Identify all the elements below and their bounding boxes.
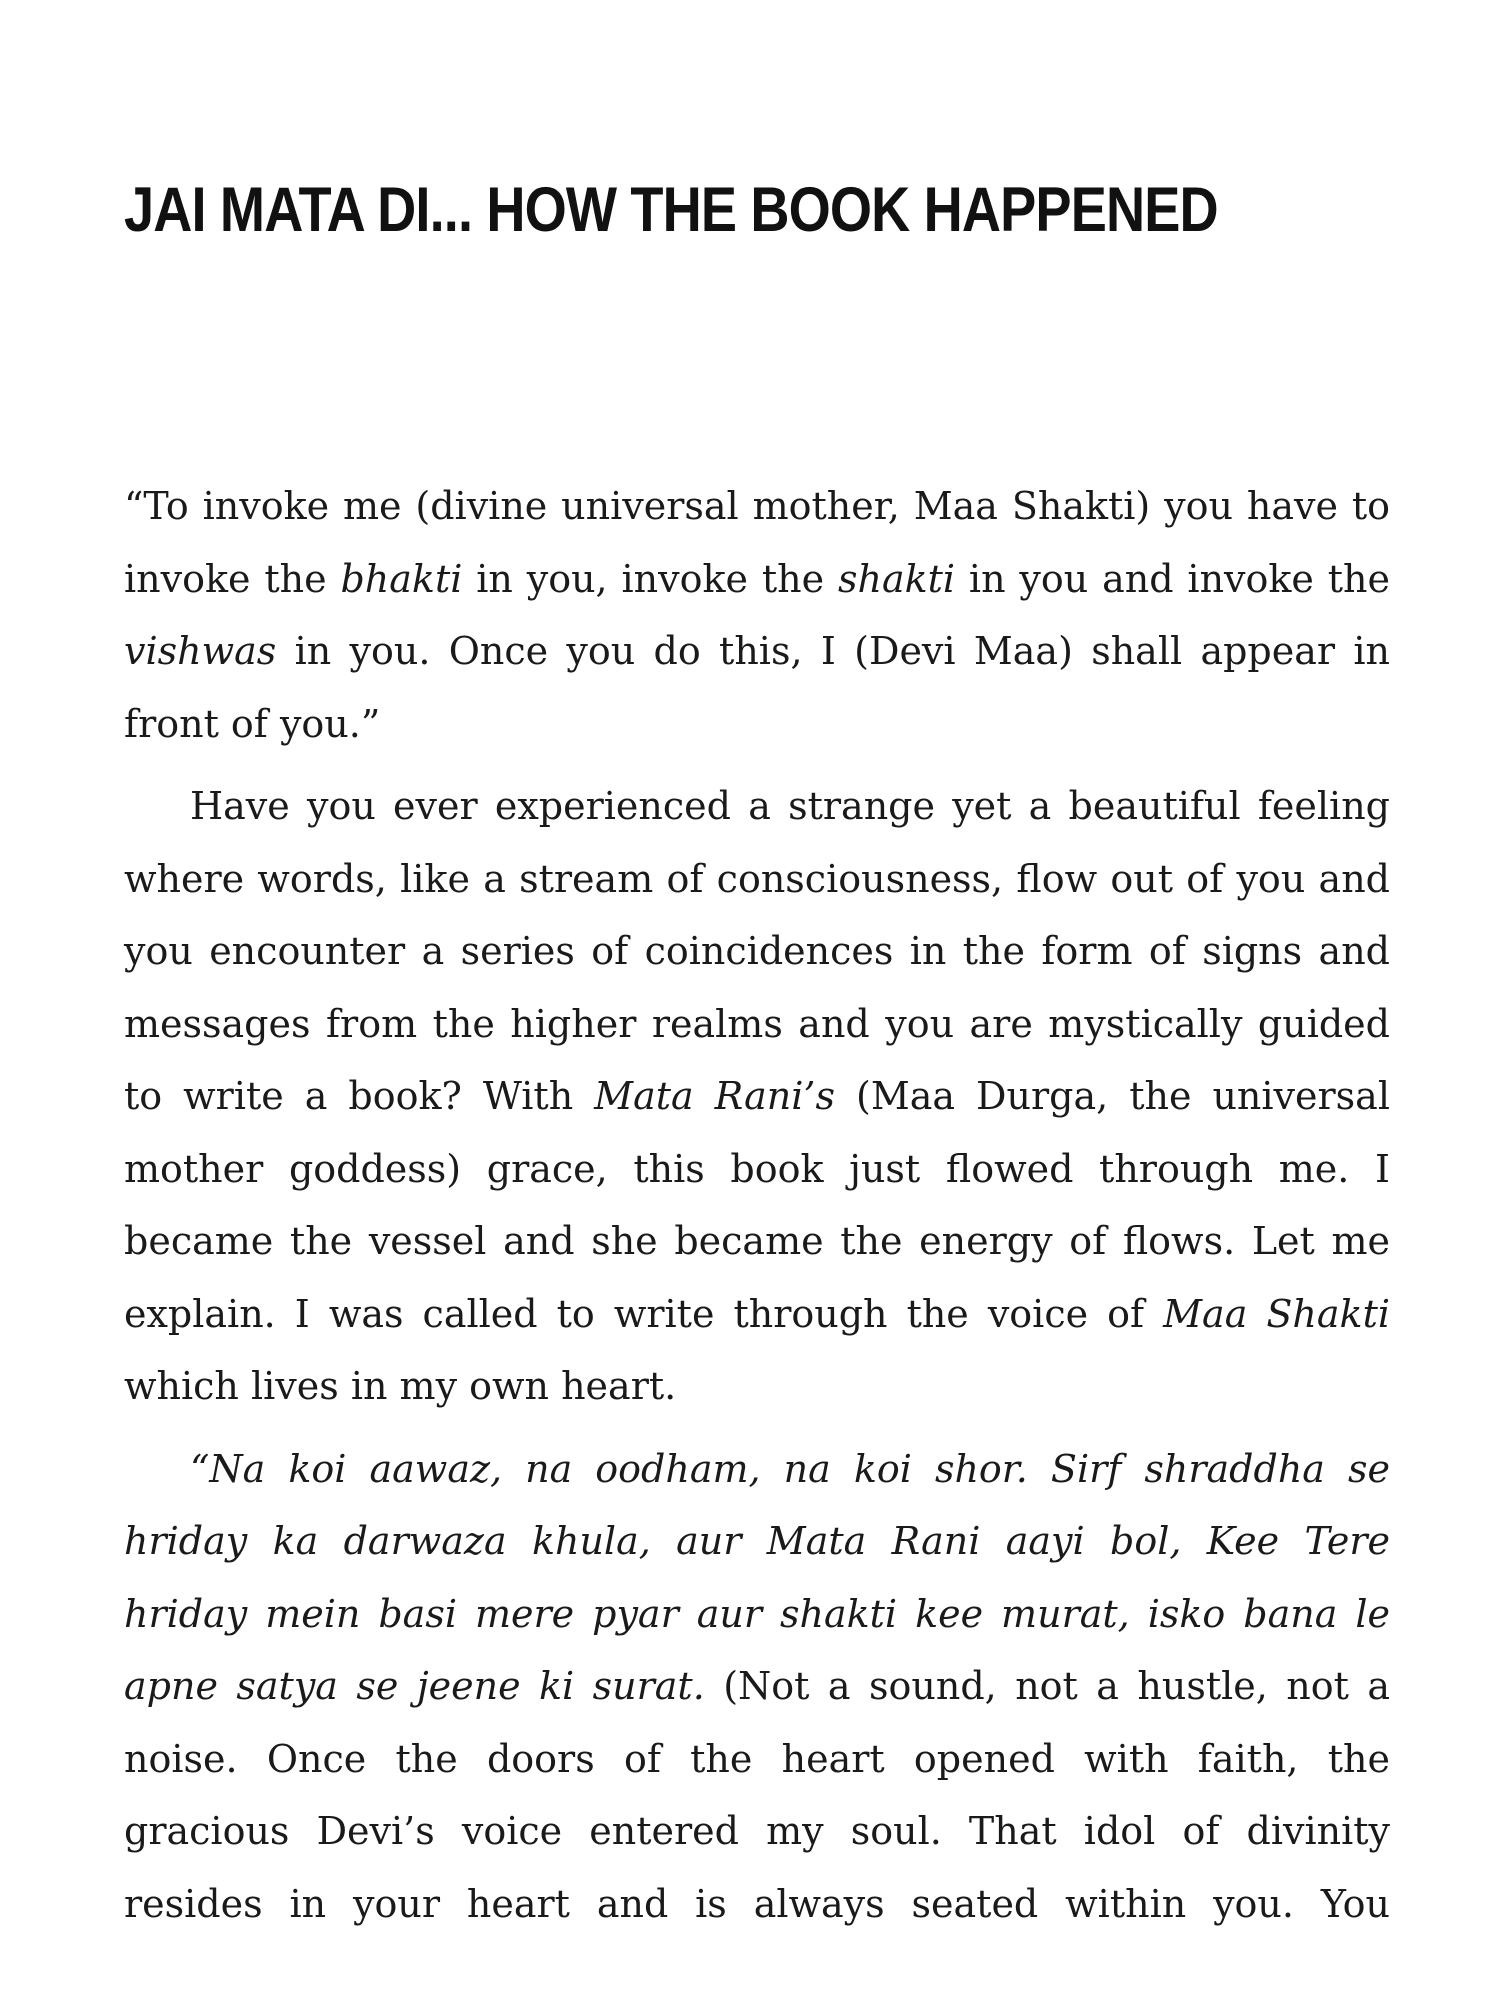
paragraph-experience (124, 770, 1390, 1423)
body-text (124, 470, 1390, 1950)
p1-term-vishwas: vishwas (124, 629, 277, 673)
p2-text-a: Have you ever experienced a strange yet a beautiful feeling where words, like a stream of consciousness, flow out of you and you encounter a series of coincidences in the form of signs and messages from the higher realms and you are mystically guided to write a book? With (124, 784, 1390, 1118)
p3-translation: (Not a sound, not a hustle, not a noise. Once the doors of the heart opened with faith, the gracious Devi’s voice entered my soul. That idol of divinity resides in your heart and is always seated within you. You (124, 1664, 1390, 1926)
p2-text-e: which lives in my own heart. (124, 1364, 677, 1408)
p2-term-mata-rani: Mata Rani’s (594, 1074, 836, 1118)
paragraph-hindi-verse (124, 1433, 1390, 1941)
chapter-title: JAI MATA DI... HOW THE BOOK HAPPENED (124, 175, 1218, 245)
p1-text-e: in you and invoke the (955, 556, 1391, 601)
p1-term-shakti: shakti (837, 556, 956, 601)
p1-text-a: “To invoke me (divine universal mother, Maa Shakti) you have to invoke the (124, 484, 1390, 601)
p2-term-maa-shakti: Maa Shakti (1163, 1291, 1390, 1336)
p1-text-g: in you. Once you do this, I (Devi Maa) shall appear in front of you.” (124, 629, 1390, 746)
p3-verse: “Na koi aawaz, na oodham, na koi shor. Sirf shraddha se hriday ka darwaza khula, aur Mata Rani aayi bol, Kee Tere hriday mein basi mere pyar aur shakti kee murat, isko bana le apne satya se jeene ki surat. (124, 1446, 1390, 1708)
p1-text-c: in you, invoke the (462, 556, 838, 601)
paragraph-invocation-quote (124, 470, 1390, 760)
p1-term-bhakti: bhakti (340, 556, 463, 601)
p2-text-c: (Maa Durga, the universal mother goddess) grace, this book just flowed through me. I became the vessel and she became the energy of flows. Let me explain. I was called to write through the voice of (124, 1074, 1390, 1336)
